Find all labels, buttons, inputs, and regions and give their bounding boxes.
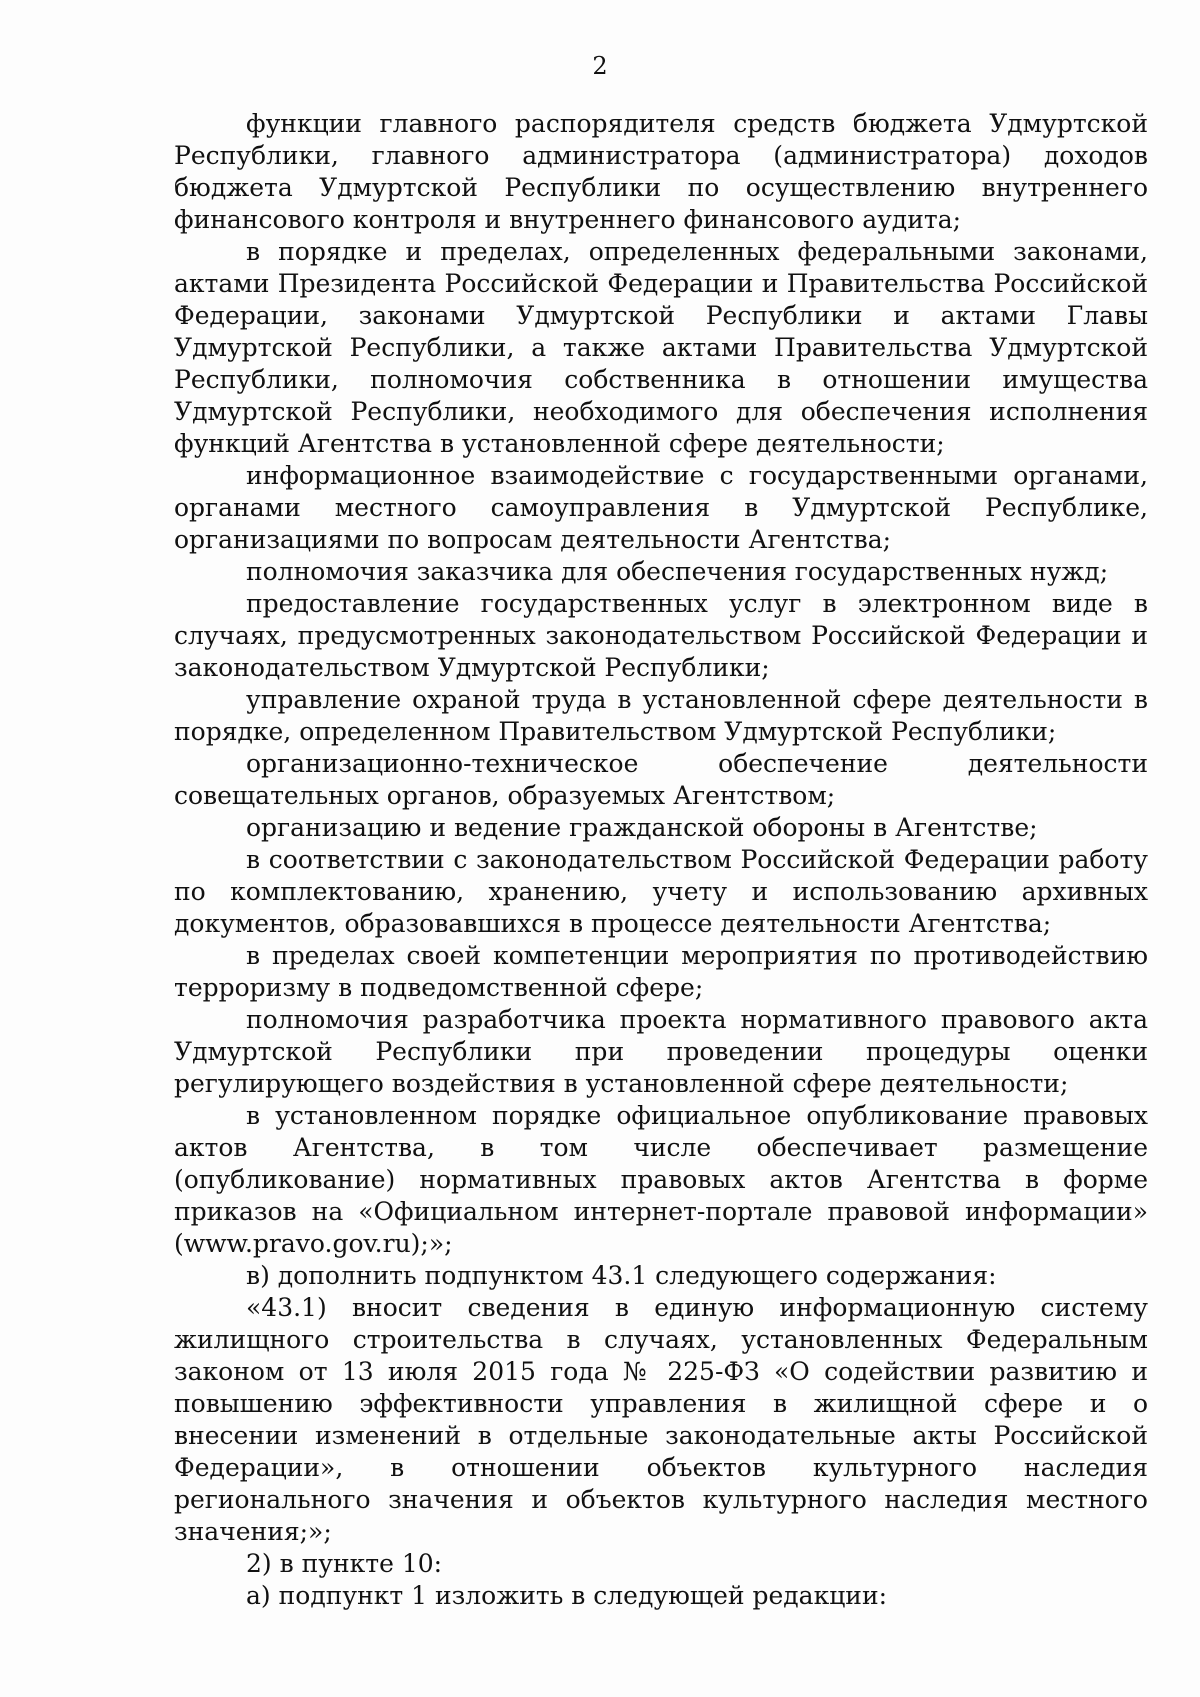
paragraph-archives: в соответствии с законодательством Российской Федерации работу по комплектованию, хранению, учету и использованию архивных документов, образовавшихся в процессе деятельности Агентства; bbox=[174, 845, 1148, 938]
paragraph-amendment-43-1-intro: в) дополнить подпунктом 43.1 следующего содержания: bbox=[246, 1261, 997, 1290]
paragraph-information-interaction: информационное взаимодействие с государственными органами, органами местного самоуправления в Удмуртской Республике, организациями по вопросам деятельности Агентства; bbox=[174, 461, 1148, 554]
paragraph-customer-powers: полномочия заказчика для обеспечения государственных нужд; bbox=[246, 557, 1109, 586]
paragraph-civil-defense: организацию и ведение гражданской обороны в Агентстве; bbox=[246, 813, 1038, 842]
paragraph-electronic-services: предоставление государственных услуг в электронном виде в случаях, предусмотренных законодательством Российской Федерации и законодательством Удмуртской Республики; bbox=[174, 589, 1148, 682]
paragraph-item-10: 2) в пункте 10: bbox=[246, 1549, 443, 1578]
paragraph-amendment-43-1-text: «43.1) вносит сведения в единую информационную систему жилищного строительства в случаях, установленных Федеральным законом от 13 июля 2015 года № 225-ФЗ «О содействии развитию и повышению эффективности управления в жилищной сфере и о внесении изменений в отдельные законодательные акты Российской Федерации», в отношении объектов культурного наследия регионального значения и объектов культурного наследия местного значения;»; bbox=[174, 1293, 1148, 1546]
paragraph-regulatory-impact: полномочия разработчика проекта нормативного правового акта Удмуртской Республики при проведении процедуры оценки регулирующего воздействия в установленной сфере деятельности; bbox=[174, 1005, 1148, 1098]
paragraph-property-powers: в порядке и пределах, определенных федеральными законами, актами Президента Российской Федерации и Правительства Российской Федерации, законами Удмуртской Республики и актами Главы Удмуртской Республики, а также актами Правительства Удмуртской Республики, полномочия собственника в отношении имущества Удмуртской Республики, необходимого для обеспечения исполнения функций Агентства в установленной сфере деятельности; bbox=[174, 237, 1148, 458]
paragraph-subitem-1: а) подпункт 1 изложить в следующей редакции: bbox=[246, 1581, 888, 1610]
paragraph-labor-protection: управление охраной труда в установленной сфере деятельности в порядке, определенном Правительством Удмуртской Республики; bbox=[174, 685, 1148, 746]
paragraph-advisory-bodies: организационно-техническое обеспечение деятельности совещательных органов, образуемых Агентством; bbox=[174, 749, 1148, 810]
paragraph-official-publication: в установленном порядке официальное опубликование правовых актов Агентства, в том числе обеспечивает размещение (опубликование) нормативных правовых актов Агентства в форме приказов на «Официальном интернет-портале правовой информации» (www.pravo.gov.ru);»; bbox=[174, 1101, 1148, 1258]
paragraph-budget-functions: функции главного распорядителя средств бюджета Удмуртской Республики, главного администратора (администратора) доходов бюджета Удмуртской Республики по осуществлению внутреннего финансового контроля и внутреннего финансового аудита; bbox=[174, 109, 1148, 234]
paragraph-anti-terrorism: в пределах своей компетенции мероприятия по противодействию терроризму в подведомственной сфере; bbox=[174, 941, 1148, 1002]
document-body bbox=[174, 108, 1148, 1612]
page-number: 2 bbox=[592, 52, 608, 80]
